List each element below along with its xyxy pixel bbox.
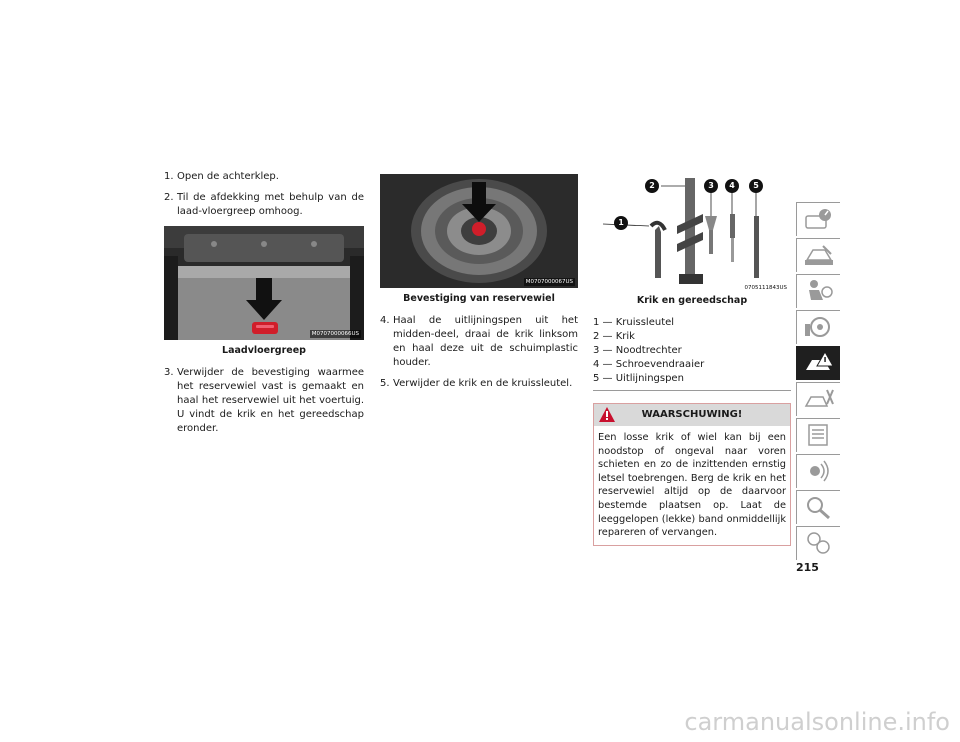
step-text: Til de afdekking met behulp van de laad-vloergreep omhoog.: [177, 192, 364, 217]
column-right: [593, 174, 791, 546]
jack-tools-illustration: [593, 174, 791, 292]
warning-text: Een losse krik of wiel kan bij een noodstop of ongeval naar voren schieten en zo de inzittenden ernstig letsel toebrengen. Berg de krik en het reservewiel altijd op de daarvoor bestemde plaatsen op. Laat de leeggelopen (lekke) band onmiddellijk repareren of vervangen.: [598, 432, 786, 539]
figure-caption: Bevestiging van reservewiel: [403, 293, 555, 304]
figure-code: 0705111843US: [744, 285, 787, 291]
vehicle-info-icon: [803, 242, 835, 268]
column-middle: [380, 174, 578, 398]
emergency-icon: [803, 350, 835, 376]
figure-code: M0707000066US: [311, 331, 359, 337]
step-5: [380, 377, 578, 391]
warning-title: WAARSCHUWING!: [641, 409, 743, 420]
figure-code: M0707000067US: [525, 279, 573, 285]
callout-3: 3: [704, 179, 718, 193]
warning-box: [593, 403, 791, 546]
tab-index[interactable]: [796, 490, 840, 524]
step-number: 4.: [380, 315, 390, 326]
step-text: Verwijder de bevestiging waarmee het reservewiel vast is gemaakt en haal het reservewiel uit het voertuig. U vindt de krik en het gereedschap eronder.: [177, 367, 364, 434]
legend-item: 5 — Uitlijningspen: [593, 373, 684, 384]
step-number: 2.: [164, 192, 174, 203]
callout-2: 2: [645, 179, 659, 193]
step-number: 5.: [380, 378, 390, 389]
cargo-floor-photo: [164, 226, 364, 340]
specifications-icon: [803, 422, 835, 448]
figure-spare-wheel-mount: [380, 174, 578, 288]
step-text: Haal de uitlijningspen uit het midden-deel, draai de krik linksom en haal deze uit de schuimplastic houder.: [393, 315, 578, 368]
step-4: [380, 314, 578, 370]
tab-safety[interactable]: [796, 274, 840, 308]
figure-jack-and-tools: [593, 174, 791, 292]
warning-triangle-icon: [599, 407, 615, 422]
safety-airbag-icon: [803, 278, 835, 304]
callout-1: 1: [614, 216, 628, 230]
warning-header: [594, 404, 790, 426]
legend-item: 3 — Noodtrechter: [593, 345, 682, 356]
divider: [593, 390, 791, 391]
step-1: [164, 170, 364, 184]
chapter-tabs: [796, 202, 840, 562]
page-number: 215: [796, 561, 819, 574]
legend-list: [593, 316, 791, 386]
tab-multimedia[interactable]: [796, 454, 840, 488]
tab-starting-driving[interactable]: [796, 310, 840, 344]
tab-languages[interactable]: [796, 526, 840, 560]
figure-caption: Laadvloergreep: [222, 345, 306, 356]
spare-wheel-photo: [380, 174, 578, 288]
service-car-icon: [803, 386, 835, 412]
legend-item: 2 — Krik: [593, 331, 635, 342]
magnifier-icon: [803, 494, 835, 520]
column-left: [164, 170, 364, 443]
tab-vehicle-info[interactable]: [796, 238, 840, 272]
tab-instrument-panel[interactable]: [796, 202, 840, 236]
watermark: carmanualsonline.info: [684, 708, 950, 736]
tab-specifications[interactable]: [796, 418, 840, 452]
instrument-panel-icon: [803, 206, 835, 232]
step-text: Verwijder de krik en de kruissleutel.: [393, 378, 573, 389]
step-text: Open de achterklep.: [177, 171, 279, 182]
legend-item: 1 — Kruissleutel: [593, 317, 675, 328]
step-number: 1.: [164, 171, 174, 182]
step-number: 3.: [164, 367, 174, 378]
steering-wheel-icon: [803, 314, 835, 340]
step-2: [164, 191, 364, 219]
figure-cargo-floor-handle: [164, 226, 364, 340]
tab-service[interactable]: [796, 382, 840, 416]
multimedia-icon: [803, 458, 835, 484]
figure-caption: Krik en gereedschap: [636, 295, 748, 306]
legend-item: 4 — Schroevendraaier: [593, 359, 705, 370]
callout-4: 4: [725, 179, 739, 193]
index-languages-icon: [803, 530, 835, 556]
step-3: [164, 366, 364, 436]
callout-5: 5: [749, 179, 763, 193]
tab-emergency[interactable]: [796, 346, 840, 380]
